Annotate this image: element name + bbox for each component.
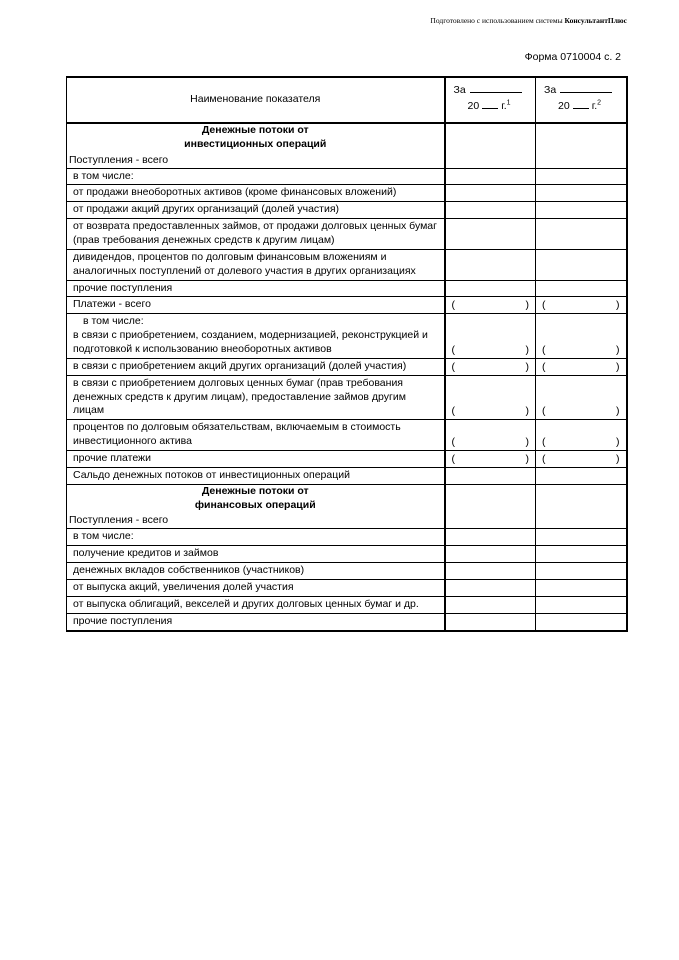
period-blank <box>560 82 612 93</box>
value-cell <box>445 579 536 596</box>
row-label: Платежи - всего <box>67 297 445 314</box>
table-header-row <box>67 77 627 123</box>
table-row <box>67 249 627 280</box>
table-row <box>67 467 627 484</box>
table-row <box>67 579 627 596</box>
value-cell: ( ) <box>445 375 536 420</box>
value-cell <box>536 249 627 280</box>
footnote-mark: 1 <box>506 99 511 107</box>
year-blank <box>573 98 589 109</box>
value-cell <box>536 546 627 563</box>
value-cell: ( ) <box>536 297 627 314</box>
value-cell <box>536 280 627 297</box>
value-cell: ( ) <box>536 358 627 375</box>
table-row <box>67 596 627 613</box>
table-row <box>67 314 627 359</box>
table-row <box>67 375 627 420</box>
row-label: в том числе: в связи с приобретением, созданием, модернизацией, реконструкцией и подготовкой к использованию внеоборотных активов <box>67 314 445 359</box>
row-label: в том числе: <box>67 168 445 185</box>
value-cell: ( ) <box>536 314 627 359</box>
invest-receipts-total-label: Поступления - всего <box>69 153 169 166</box>
prepared-text: Подготовлено с использованием системы <box>430 16 563 25</box>
table-row <box>67 529 627 546</box>
row-label: от продажи внеоборотных активов (кроме финансовых вложений) <box>67 185 445 202</box>
year-blank <box>482 98 498 109</box>
form-number: Форма 0710004 с. 2 <box>524 51 621 63</box>
value-cell <box>536 596 627 613</box>
value-cell <box>536 202 627 219</box>
table-row <box>67 280 627 297</box>
table-row <box>67 219 627 250</box>
table-row <box>67 358 627 375</box>
fin-receipts-total-label: Поступления - всего <box>69 514 169 527</box>
section-invest-title: Денежные потоки от инвестиционных операций Поступления - всего <box>67 123 445 168</box>
value-cell <box>445 529 536 546</box>
value-cell <box>445 546 536 563</box>
table-row <box>67 168 627 185</box>
value-cell: ( ) <box>445 358 536 375</box>
table-row <box>67 420 627 451</box>
row-label: от выпуска облигаций, векселей и других долговых ценных бумаг и др. <box>67 596 445 613</box>
row-label: прочие поступления <box>67 280 445 297</box>
col-header-period-2: За 20 г.$^2$ <box>536 77 627 123</box>
row-label: в связи с приобретением акций других организаций (долей участия) <box>67 358 445 375</box>
value-cell: ( ) <box>445 420 536 451</box>
row-label: дивидендов, процентов по долговым финансовым вложениям и аналогичных поступлений от долевого участия в других организациях <box>67 249 445 280</box>
value-cell <box>445 249 536 280</box>
footnote-mark: 2 <box>597 99 602 107</box>
row-label: от продажи акций других организаций (долей участия) <box>67 202 445 219</box>
table-row <box>67 297 627 314</box>
value-cell <box>445 596 536 613</box>
value-cell <box>445 123 536 168</box>
row-label: прочие поступления <box>67 613 445 630</box>
value-cell <box>445 202 536 219</box>
value-cell <box>536 484 627 529</box>
table-row <box>67 613 627 630</box>
row-label: процентов по долговым обязательствам, включаемым в стоимость инвестиционного актива <box>67 420 445 451</box>
value-cell: ( ) <box>536 451 627 468</box>
row-label: в том числе: <box>67 529 445 546</box>
value-cell <box>445 168 536 185</box>
row-label: в связи с приобретением долговых ценных бумаг (прав требования денежных средств к другим лицам), предоставление займов другим лицам <box>67 375 445 420</box>
table-row <box>67 546 627 563</box>
value-cell <box>536 123 627 168</box>
value-cell <box>445 467 536 484</box>
value-cell: ( ) <box>536 375 627 420</box>
value-cell <box>536 467 627 484</box>
table-row <box>67 202 627 219</box>
period-blank <box>470 82 522 93</box>
value-cell <box>536 563 627 580</box>
row-label: прочие платежи <box>67 451 445 468</box>
row-label: Сальдо денежных потоков от инвестиционных операций <box>67 467 445 484</box>
value-cell: ( ) <box>536 420 627 451</box>
value-cell <box>445 613 536 630</box>
value-cell <box>445 563 536 580</box>
prepared-by-note <box>430 16 627 25</box>
table-row <box>67 484 627 529</box>
table-row <box>67 123 627 168</box>
row-label: денежных вкладов собственников (участников) <box>67 563 445 580</box>
value-cell <box>445 185 536 202</box>
value-cell <box>536 185 627 202</box>
value-cell <box>536 613 627 630</box>
value-cell <box>445 280 536 297</box>
value-cell <box>536 579 627 596</box>
value-cell: ( ) <box>445 297 536 314</box>
table-row <box>67 451 627 468</box>
value-cell: ( ) <box>445 314 536 359</box>
value-cell: ( ) <box>445 451 536 468</box>
value-cell <box>536 219 627 250</box>
value-cell <box>445 484 536 529</box>
brand-name: КонсультантПлюс <box>564 16 627 25</box>
table-row <box>67 563 627 580</box>
value-cell <box>536 529 627 546</box>
table-row <box>67 185 627 202</box>
section-fin-title: Денежные потоки от финансовых операций Поступления - всего <box>67 484 445 529</box>
col-header-name: Наименование показателя <box>67 77 445 123</box>
value-cell <box>536 168 627 185</box>
col-header-period-1: За 20 г.$^1$ <box>445 77 536 123</box>
cash-flow-table <box>66 76 628 632</box>
row-label: получение кредитов и займов <box>67 546 445 563</box>
value-cell <box>445 219 536 250</box>
row-label: от возврата предоставленных займов, от продажи долговых ценных бумаг (прав требования денежных средств к другим лицам) <box>67 219 445 250</box>
row-label: от выпуска акций, увеличения долей участия <box>67 579 445 596</box>
